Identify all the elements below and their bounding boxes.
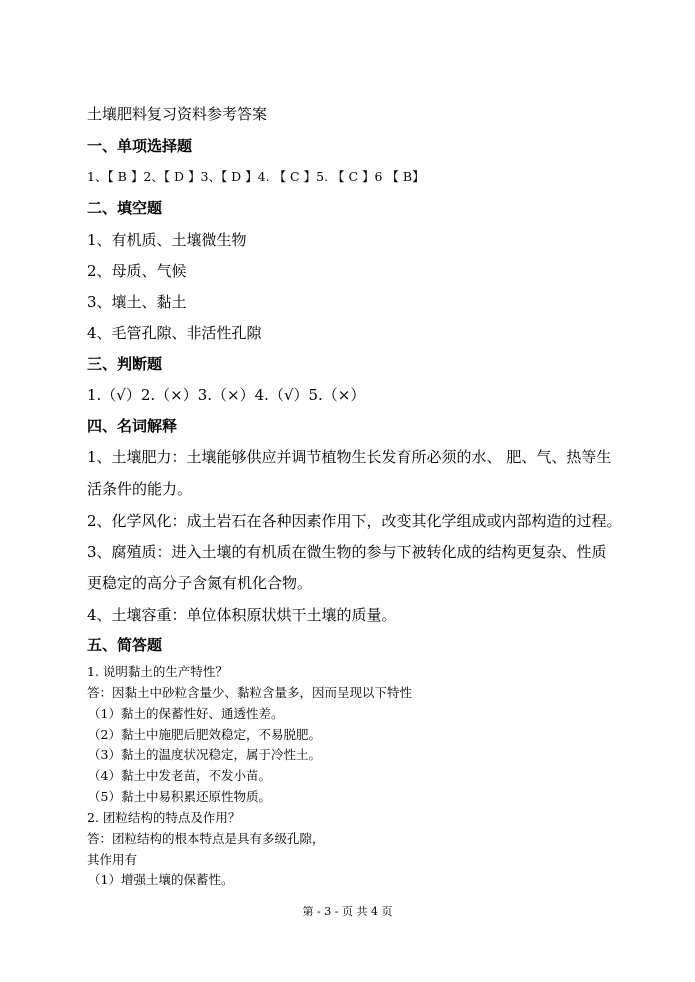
definition-line: 活条件的能力。 (87, 480, 193, 498)
qa-line: （2）黏土中施肥后肥效稳定，不易脱肥。 (88, 727, 321, 742)
qa-line: （1）黏土的保蓄性好、通透性差。 (88, 706, 284, 721)
document-title: 土壤肥料复习资料参考答案 (87, 105, 268, 123)
fill-item: 1、有机质、土壤微生物 (87, 231, 247, 249)
definition-line: 4、土壤容重：单位体积原状烘干土壤的质量。 (87, 606, 397, 624)
section-heading-4: 四、名词解释 (87, 417, 178, 435)
qa-line: 1. 说明黏土的生产特性？ (87, 664, 228, 679)
section-heading-1: 一、单项选择题 (87, 137, 193, 155)
qa-line: 其作用有 (87, 852, 138, 867)
judge-answers: 1.（√）2.（×）3.（×）4.（√）5.（×） (87, 386, 366, 404)
definition-line: 1、土壤肥力：土壤能够供应并调节植物生长发育所必须的水、 肥、气、热等生 (87, 448, 612, 466)
definition-line: 2、化学风化：成土岩石在各种因素作用下，改变其化学组成或内部构造的过程。 (87, 512, 622, 530)
page-footer: 第 - 3 - 页 共 4 页 (302, 905, 393, 918)
choice-answers: 1、【 B 】2、【 D 】3、【 D 】4. 【 C 】5. 【 C 】6 【 B】 (87, 169, 425, 184)
fill-item: 4、毛管孔隙、非活性孔隙 (87, 324, 262, 342)
definition-line: 更稳定的高分子含氮有机化合物。 (87, 574, 313, 592)
section-heading-5: 五、简答题 (87, 636, 163, 654)
section-heading-3: 三、判断题 (87, 355, 163, 373)
section-heading-2: 二、填空题 (87, 199, 163, 217)
qa-line: 答：团粒结构的根本特点是具有多级孔隙， (87, 831, 325, 846)
qa-line: （4）黏土中发老苗，不发小苗。 (88, 768, 271, 783)
definition-line: 3、腐殖质：进入土壤的有机质在微生物的参与下被转化成的结构更复杂、性质 (87, 543, 607, 561)
qa-line: （5）黏土中易积累还原性物质。 (88, 789, 271, 804)
fill-item: 3、壤土、黏土 (87, 293, 187, 311)
qa-line: （3）黏土的温度状况稳定，属于冷性土。 (88, 747, 321, 762)
fill-item: 2、母质、气候 (87, 262, 187, 280)
qa-line: （1）增强土壤的保蓄性。 (88, 872, 234, 887)
qa-line: 答：因黏土中砂粒含量少、黏粒含量多，因而呈现以下特性 (87, 685, 413, 700)
qa-line: 2. 团粒结构的特点及作用？ (87, 810, 241, 825)
